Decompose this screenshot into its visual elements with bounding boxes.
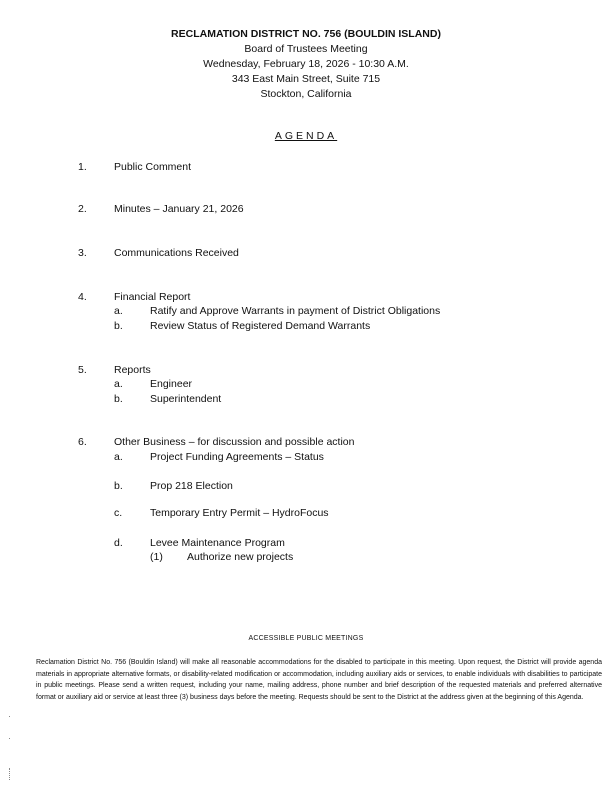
item-number: 4. bbox=[78, 291, 87, 303]
item-label: Minutes – January 21, 2026 bbox=[114, 203, 244, 215]
item-number: 1. bbox=[78, 161, 87, 173]
item-label: Public Comment bbox=[114, 161, 192, 173]
item-number: 3. bbox=[78, 247, 87, 259]
subitem-letter: d. bbox=[114, 537, 123, 549]
subitem-letter: a. bbox=[114, 378, 123, 390]
agenda-item bbox=[0, 435, 612, 450]
item-label: Other Business – for discussion and possible action bbox=[114, 436, 355, 448]
subitem-label: Ratify and Approve Warrants in payment of District Obligations bbox=[150, 305, 441, 317]
agenda-subitem bbox=[0, 392, 612, 407]
agenda-subsubitem bbox=[0, 550, 612, 565]
subitem-label: Project Funding Agreements – Status bbox=[150, 451, 324, 463]
document-header bbox=[0, 27, 612, 102]
subitem-letter: c. bbox=[114, 507, 123, 519]
subitem-label: Superintendent bbox=[150, 393, 222, 405]
item-number: 6. bbox=[78, 436, 87, 448]
accessible-meetings-notice: Reclamation District No. 756 (Bouldin Island) will make all reasonable accommodations for the disabled to participate in this meeting. Upon request, the District will provide agenda materials in appropriate alternative formats, or disability-related modification or accommodation, including auxiliary aids or services, to enable individuals with disabilities to participate in public meetings. Please send a written request, including your name, mailing address, phone number and brief description of the requested materials and preferred alternative format or auxiliary aid or service at least three (3) business days before the meeting. Requests should be sent to the District at the address given at the beginning of this Agenda. bbox=[36, 659, 602, 701]
agenda-heading: AGENDA bbox=[274, 130, 338, 142]
meeting-date-time: Wednesday, February 18, 2026 - 10:30 A.M. bbox=[203, 58, 409, 70]
meeting-type: Board of Trustees Meeting bbox=[244, 43, 368, 55]
item-label: Communications Received bbox=[114, 247, 239, 259]
subitem-label: Levee Maintenance Program bbox=[150, 537, 285, 549]
subitem-letter: b. bbox=[114, 393, 123, 405]
agenda-item bbox=[0, 363, 612, 378]
agenda-subitem bbox=[0, 377, 612, 392]
subsubitem-label: Authorize new projects bbox=[187, 551, 294, 563]
scan-mark bbox=[9, 768, 11, 780]
agenda-subitem bbox=[0, 304, 612, 319]
subitem-label: Engineer bbox=[150, 378, 193, 390]
subitem-letter: a. bbox=[114, 305, 123, 317]
subitem-label: Temporary Entry Permit – HydroFocus bbox=[150, 507, 329, 519]
meeting-address: 343 East Main Street, Suite 715 bbox=[231, 73, 381, 85]
accessible-meetings-title: ACCESSIBLE PUBLIC MEETINGS bbox=[248, 635, 364, 642]
meeting-city: Stockton, California bbox=[260, 88, 352, 100]
subsubitem-number: (1) bbox=[150, 551, 163, 563]
agenda-subitem bbox=[0, 319, 612, 334]
subitem-label: Review Status of Registered Demand Warrants bbox=[150, 320, 371, 332]
agenda-subitem bbox=[0, 506, 612, 521]
agenda-subitem bbox=[0, 450, 612, 465]
item-number: 2. bbox=[78, 203, 87, 215]
agenda-item bbox=[0, 202, 612, 217]
item-label: Reports bbox=[114, 364, 151, 376]
agenda-item bbox=[0, 160, 612, 175]
district-title: RECLAMATION DISTRICT NO. 756 (BOULDIN ISLAND) bbox=[171, 28, 441, 40]
scan-mark bbox=[9, 738, 10, 739]
agenda-subitem bbox=[0, 536, 612, 551]
subitem-letter: b. bbox=[114, 480, 123, 492]
subitem-letter: b. bbox=[114, 320, 123, 332]
agenda-subitem bbox=[0, 479, 612, 494]
scan-mark bbox=[9, 716, 10, 717]
agenda-item bbox=[0, 290, 612, 305]
agenda-item bbox=[0, 246, 612, 261]
item-label: Financial Report bbox=[114, 291, 191, 303]
item-number: 5. bbox=[78, 364, 87, 376]
subitem-label: Prop 218 Election bbox=[150, 480, 233, 492]
subitem-letter: a. bbox=[114, 451, 123, 463]
